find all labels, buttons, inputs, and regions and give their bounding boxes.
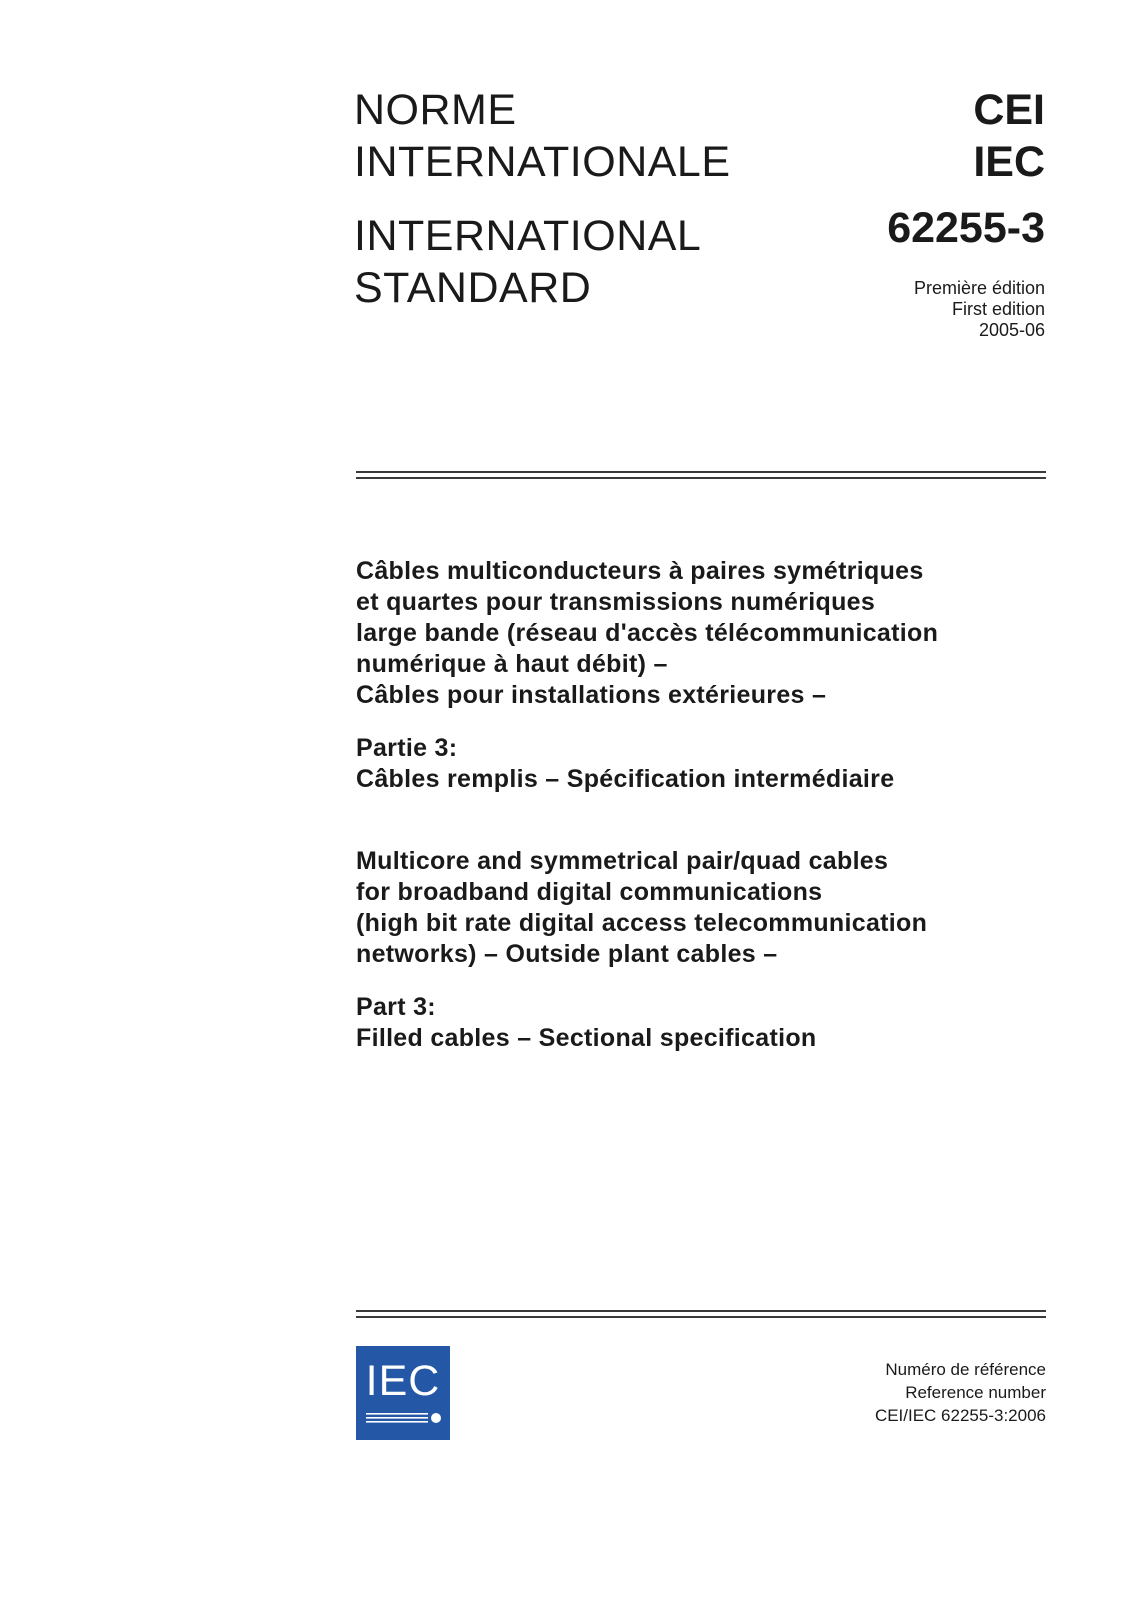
document-type-en-line-1: INTERNATIONAL — [354, 212, 702, 260]
title-en-line-1: Multicore and symmetrical pair/quad cables — [356, 847, 889, 875]
document-type-en-line-2: STANDARD — [354, 264, 592, 312]
title-en-line-2: for broadband digital communications — [356, 878, 823, 906]
title-fr-line-1: Câbles multiconducteurs à paires symétriques — [356, 557, 924, 585]
document-type-fr-line-1: NORME — [354, 86, 517, 134]
title-fr-line-5: Câbles pour installations extérieures – — [356, 681, 827, 709]
title-fr-line-4: numérique à haut débit) – — [356, 650, 668, 678]
edition-fr: Première édition — [913, 278, 1045, 298]
standard-number: 62255-3 — [887, 204, 1045, 252]
reference-code: CEI/IEC 62255-3:2006 — [874, 1406, 1046, 1425]
title-fr-line-2: et quartes pour transmissions numériques — [356, 588, 876, 616]
title-en-line-4: networks) – Outside plant cables – — [356, 940, 778, 968]
title-fr-block — [356, 556, 1046, 795]
reference-block — [800, 1358, 1046, 1427]
edition-date: 2005-06 — [978, 320, 1045, 340]
title-en-block — [356, 846, 1046, 1054]
edition-en: First edition — [951, 299, 1045, 319]
standard-identifier-block — [800, 84, 1045, 254]
document-type-block — [354, 84, 794, 314]
reference-label-fr: Numéro de référence — [885, 1360, 1046, 1379]
iec-logo — [356, 1346, 450, 1440]
iec-logo-lines-icon — [366, 1411, 442, 1427]
part-title-fr: Câbles remplis – Spécification intermédiaire — [356, 765, 895, 793]
part-title-en: Filled cables – Sectional specification — [356, 1024, 817, 1052]
part-label-en: Part 3: — [356, 993, 436, 1021]
edition-block — [800, 278, 1045, 341]
iec-logo-text: IEC — [365, 1357, 441, 1405]
reference-label-en: Reference number — [905, 1383, 1046, 1402]
org-code-cei: CEI — [973, 86, 1045, 134]
title-fr-line-3: large bande (réseau d'accès télécommunication — [356, 619, 939, 647]
title-en-line-3: (high bit rate digital access telecommunication — [356, 909, 928, 937]
org-code-iec: IEC — [973, 138, 1045, 186]
document-type-fr-line-2: INTERNATIONALE — [354, 138, 731, 186]
part-label-fr: Partie 3: — [356, 734, 458, 762]
top-double-rule — [356, 471, 1046, 481]
bottom-double-rule — [356, 1310, 1046, 1320]
